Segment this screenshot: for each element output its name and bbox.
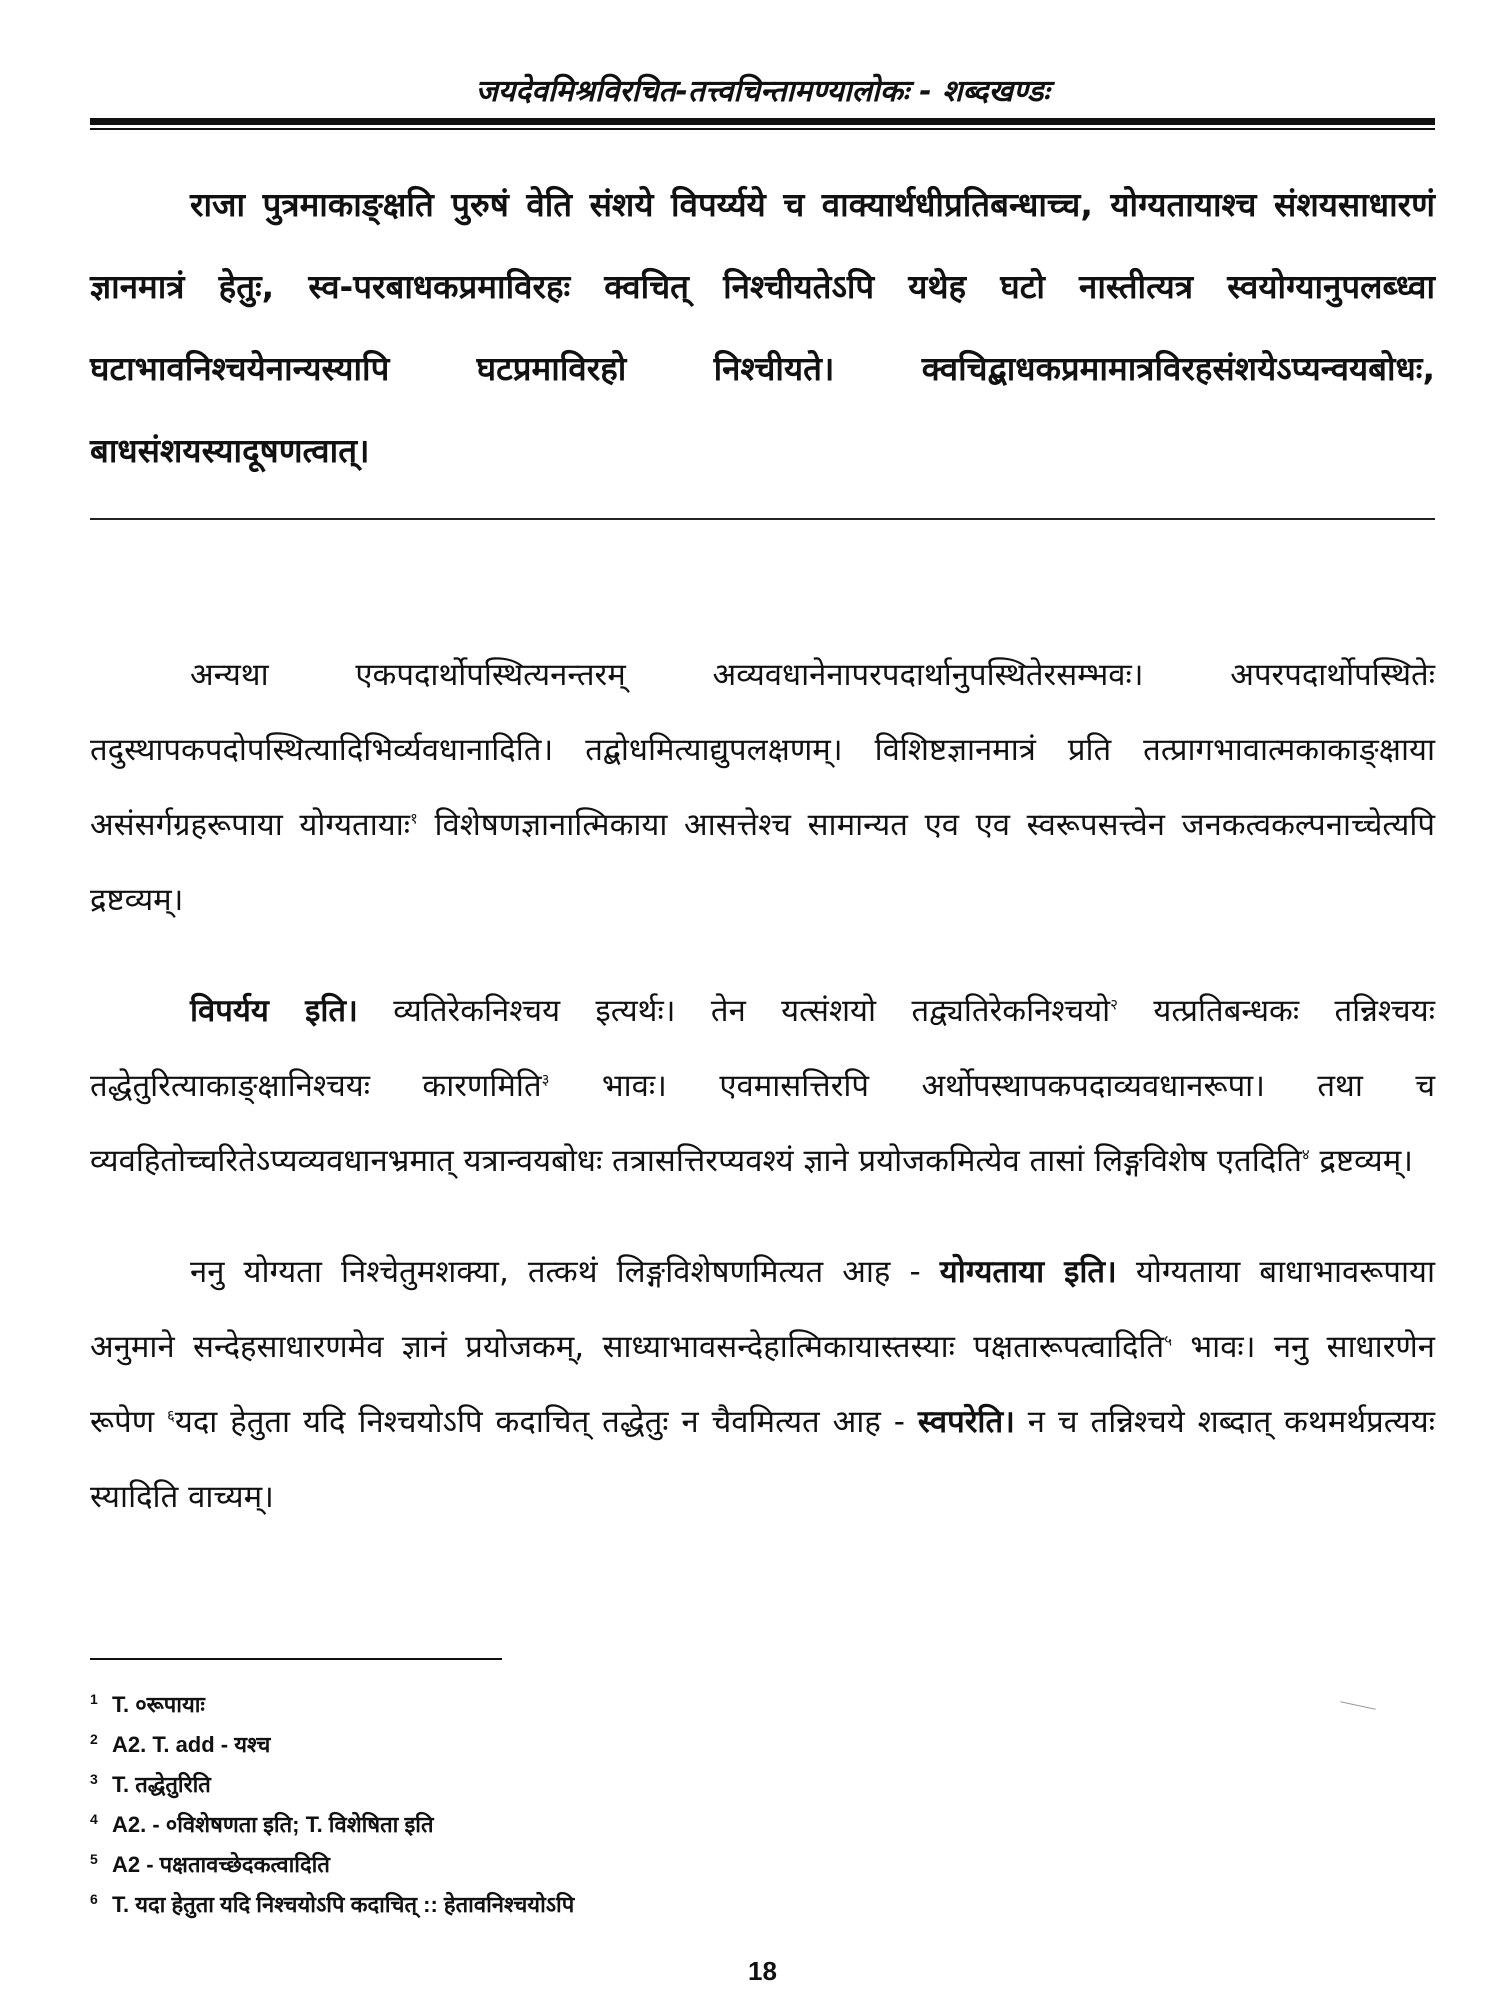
commentary-text: योग्यताया बाधाभावरूपाया अनुमाने सन्देहसाधारणमेव ज्ञानं प्रयोजकम्, साध्याभावसन्देहात्मिकायास्तस्याः पक्षतारूपत्वादिति bbox=[90, 1254, 1435, 1365]
footnote-number: 5 bbox=[90, 1851, 98, 1867]
lemma-heading: विपर्यय इति। bbox=[190, 993, 358, 1029]
commentary-text: भावः। एवमासत्तिरपि अर्थोपस्थापकपदाव्यवधानरूपा। तथा च व्यवहितोच्चरितेऽप्यव्यवधानभ्रमात् यत्रान्वयबोधः तत्रासत्तिरप्यवश्यं ज्ञाने प्रयोजकमित्येव तासां लिङ्गविशेष एतदिति bbox=[90, 1068, 1435, 1179]
document-page bbox=[90, 0, 1435, 2000]
running-header-title: जयदेवमिश्रविरचित-तत्त्वचिन्तामण्यालोकः - शब्दखण्डः bbox=[475, 74, 1050, 109]
footnote-text: T. यदा हेतुता यदि निश्चयोऽपि कदाचित् :: हेतावनिश्चयोऽपि bbox=[112, 1892, 575, 1917]
footnote-ref-4: ४ bbox=[1301, 1145, 1310, 1164]
footnote-item bbox=[90, 1846, 990, 1886]
lemma-heading: स्वपरेति। bbox=[917, 1404, 1015, 1440]
footnote-item bbox=[90, 1686, 990, 1726]
commentary-text: द्रष्टव्यम्। bbox=[1309, 1143, 1413, 1179]
footnote-item bbox=[90, 1726, 990, 1766]
footnote-item bbox=[90, 1886, 990, 1926]
footnote-ref-2: २ bbox=[1110, 995, 1118, 1014]
commentary-text: अन्यथा एकपदार्थोपस्थित्यनन्तरम् अव्यवधानेनापरपदार्थानुपस्थितेरसम्भवः। अपरपदार्थोपस्थितेः तदुस्थापकपदोपस्थित्यादिभिर्व्यवधानादिति। तद्बोधमित्याद्युपलक्षणम्। विशिष्टज्ञानमात्रं प्रति तत्प्रागभावात्मकाकाङ्क्षाया असंसर्गग्रहरूपाया योग्यतायाः bbox=[90, 657, 1435, 843]
commentary-paragraph-1 bbox=[90, 638, 1435, 938]
lemma-heading: योग्यताया इति। bbox=[939, 1254, 1117, 1290]
mula-text-block: राजा पुत्रमाकाङ्क्षति पुरुषं वेति संशये विपर्य्यये च वाक्यार्थधीप्रतिबन्धाच्च, योग्यतायाश्च संशयसाधारणं ज्ञानमात्रं हेतुः, स्व-परबाधकप्रमाविरहः क्वचित् निश्चीयतेऽपि यथेह घटो नास्तीत्यत्र स्वयोग्यानुपलब्ध्वा घटाभावनिश्चयेनान्यस्यापि घटप्रमाविरहो निश्चीयते। क्वचिद्बाधकप्रमामात्रविरहसंशयेऽप्यन्वयबोधः, बाधसंशयस्यादूषणत्वात्। bbox=[90, 185, 1435, 470]
footnote-number: 2 bbox=[90, 1731, 98, 1747]
footnote-ref-6: ६ bbox=[167, 1406, 175, 1425]
footnote-ref-3: ३ bbox=[541, 1070, 550, 1089]
footnote-ref-5: ५ bbox=[1164, 1331, 1172, 1350]
footnote-number: 3 bbox=[90, 1771, 98, 1787]
footnote-text: T. तद्धेतुरिति bbox=[112, 1772, 211, 1797]
page-number: 18 bbox=[748, 1956, 777, 1986]
footnote-text: A2 - पक्षतावच्छेदकत्वादिति bbox=[112, 1852, 330, 1877]
footnote-number: 1 bbox=[90, 1691, 98, 1707]
commentary-text: भावः। ननु साधारणेन रूपेण bbox=[90, 1329, 1435, 1440]
commentary-text: यदा हेतुता यदि निश्चयोऽपि कदाचित् तद्धेतुः न चैवमित्यत आह - bbox=[174, 1404, 918, 1440]
header-rule-thick bbox=[90, 118, 1435, 125]
footnote-text: A2. T. add - यश्च bbox=[112, 1732, 271, 1757]
scan-mark bbox=[1340, 1701, 1375, 1709]
footnote-item bbox=[90, 1766, 990, 1806]
footnote-item bbox=[90, 1806, 990, 1846]
footnote-separator-rule bbox=[90, 1658, 502, 1660]
commentary-paragraph-2 bbox=[90, 974, 1435, 1199]
commentary-text: यत्प्रतिबन्धकः तन्निश्चयः तद्धेतुरित्याकाङ्क्षानिश्चयः कारणमिति bbox=[90, 993, 1435, 1104]
header-rule-thin bbox=[90, 128, 1435, 130]
mula-separator-rule bbox=[90, 518, 1435, 520]
commentary-text: न च तन्निश्चये शब्दात् कथमर्थप्रत्ययः स्यादिति वाच्यम्। bbox=[90, 1404, 1435, 1515]
commentary-paragraph-3 bbox=[90, 1235, 1435, 1535]
footnote-number: 4 bbox=[90, 1811, 98, 1827]
commentary-text: व्यतिरेकनिश्चय इत्यर्थः। तेन यत्संशयो तद्व्यतिरेकनिश्चयो bbox=[357, 993, 1111, 1029]
commentary-text: ननु योग्यता निश्चेतुमशक्या, तत्कथं लिङ्गविशेषणमित्यत आह - bbox=[190, 1254, 940, 1290]
commentary-text: विशेषणज्ञानात्मिकाया आसत्तेश्च सामान्यत एव एव स्वरूपसत्त्वेन जनकत्वकल्पनाच्चेत्यपि द्रष्टव्यम्। bbox=[90, 807, 1435, 918]
commentary-block bbox=[90, 638, 1435, 1535]
footnote-number: 6 bbox=[90, 1891, 98, 1907]
footnote-text: T. ०रूपायाः bbox=[112, 1692, 205, 1717]
footnotes-list bbox=[90, 1686, 990, 1926]
footnote-ref-1: १ bbox=[410, 809, 418, 828]
footnote-text: A2. - ०विशेषणता इति; T. विशेषिता इति bbox=[112, 1812, 434, 1837]
